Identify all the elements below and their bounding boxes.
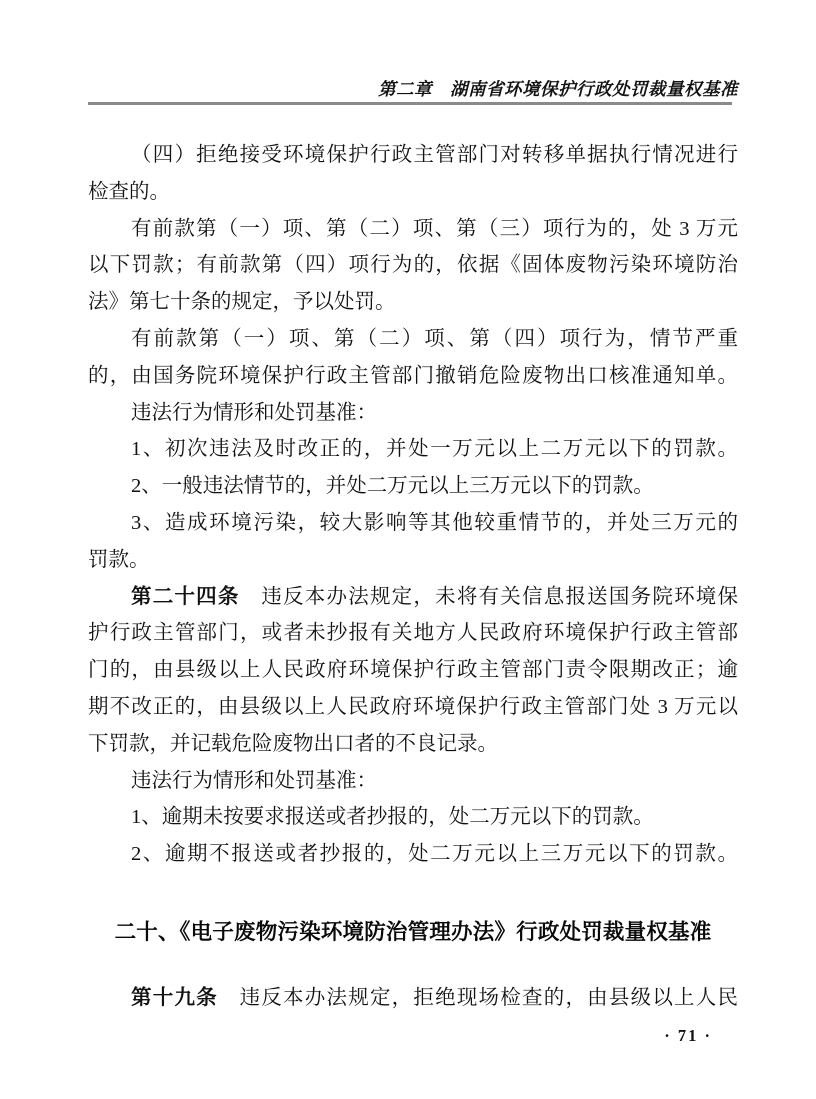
paragraph bbox=[88, 763, 738, 800]
paragraph bbox=[88, 799, 738, 836]
paragraph bbox=[88, 468, 738, 505]
text-line: 罚款。 bbox=[88, 548, 150, 571]
text-line bbox=[88, 980, 738, 1017]
text-line: 2、逾期不报送或者抄报的，处二万元以上三万元以下的罚款。 bbox=[131, 843, 738, 866]
paragraph bbox=[88, 431, 738, 468]
article-number: 第十九条 bbox=[131, 986, 218, 1009]
text-line: 有前款第（一）项、第（二）项、第（三）项行为的，处 3 万元 bbox=[131, 217, 738, 240]
text-line: （四）拒绝接受环境保护行政主管部门对转移单据执行情况进行 bbox=[131, 144, 738, 166]
text-line: 护行政主管部门，或者未抄报有关地方人民政府环境保护行政主管部 bbox=[88, 622, 738, 645]
paragraph bbox=[88, 836, 738, 873]
paragraph bbox=[88, 579, 738, 763]
paragraph bbox=[88, 980, 738, 1017]
page-number: · 71 · bbox=[664, 1026, 712, 1045]
text-line bbox=[88, 579, 738, 616]
text-line: 的，由国务院环境保护行政主管部门撤销危险废物出口核准通知单。 bbox=[88, 364, 738, 387]
running-header-title: 第二章 湖南省环境保护行政处罚裁量权基准 bbox=[378, 79, 738, 99]
paragraph bbox=[88, 505, 738, 579]
paragraph bbox=[88, 137, 738, 211]
text-line: 期不改正的，由县级以上人民政府环境保护行政主管部门处 3 万元以 bbox=[88, 695, 738, 718]
section-heading: 二十、《电子废物污染环境防治管理办法》行政处罚裁量权基准 bbox=[114, 919, 712, 944]
line-text: 违反本办法规定，未将有关信息报送国务院环境保 bbox=[239, 585, 738, 608]
text-line: 法》第七十条的规定，予以处罚。 bbox=[88, 291, 396, 314]
line-text: 违反本办法规定，拒绝现场检查的，由县级以上人民 bbox=[217, 986, 738, 1009]
paragraph bbox=[88, 321, 738, 395]
text-line: 检查的。 bbox=[88, 180, 170, 203]
paragraph bbox=[88, 211, 738, 321]
text-line: 门的，由县级以上人民政府环境保护行政主管部门责令限期改正；逾 bbox=[88, 659, 738, 682]
text-line: 违法行为情形和处罚基准： bbox=[131, 769, 377, 792]
text-line: 1、逾期未按要求报送或者抄报的，处二万元以下的罚款。 bbox=[131, 806, 654, 829]
document-body bbox=[88, 137, 738, 1017]
text-line: 1、初次违法及时改正的，并处一万元以上二万元以下的罚款。 bbox=[131, 438, 738, 461]
text-line: 2、一般违法情节的，并处二万元以上三万元以下的罚款。 bbox=[131, 475, 654, 498]
article-number: 第二十四条 bbox=[131, 585, 240, 608]
paragraph bbox=[88, 395, 738, 432]
text-line: 违法行为情形和处罚基准： bbox=[131, 401, 377, 424]
text-line: 有前款第（一）项、第（二）项、第（四）项行为，情节严重 bbox=[131, 327, 738, 350]
text-line: 以下罚款；有前款第（四）项行为的，依据《固体废物污染环境防治 bbox=[88, 254, 738, 277]
text-line: 下罚款，并记载危险废物出口者的不良记录。 bbox=[88, 732, 498, 755]
text-line: 3、造成环境污染，较大影响等其他较重情节的，并处三万元的 bbox=[131, 511, 738, 534]
header-rule bbox=[88, 102, 732, 105]
